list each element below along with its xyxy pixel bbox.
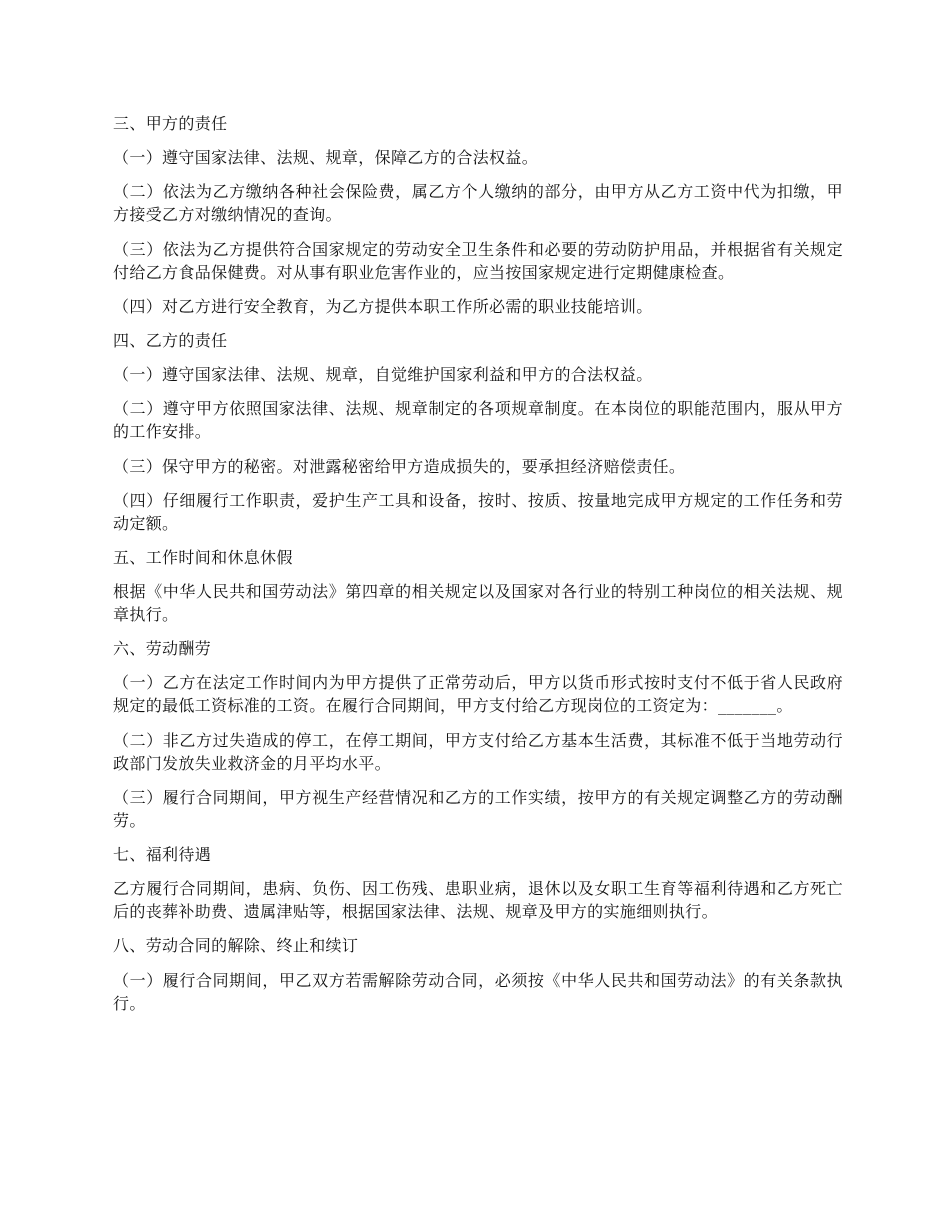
- clause-3-4: （四）对乙方进行安全教育，为乙方提供本职工作所必需的职业技能培训。: [113, 296, 653, 316]
- clause-8-1: （一）履行合同期间，甲乙双方若需解除劳动合同，必须按《中华人民共和国劳动法》的有关条款执行。: [113, 970, 843, 1013]
- clause-4-3: （三）保守甲方的秘密。对泄露秘密给甲方造成损失的，要承担经济赔偿责任。: [113, 456, 686, 476]
- clause-7-body: 乙方履行合同期间，患病、负伤、因工伤残、患职业病，退休以及女职工生育等福利待遇和乙方死亡后的丧葬补助费、遗属津贴等，根据国家法律、法规、规章及甲方的实施细则执行。: [113, 879, 843, 922]
- section-heading-6: 六、劳动酬劳: [113, 639, 212, 659]
- clause-4-2: （二）遵守甲方依照国家法律、法规、规章制定的各项规章制度。在本岗位的职能范围内，服从甲方的工作安排。: [113, 399, 843, 442]
- section-heading-7: 七、福利待遇: [113, 845, 212, 864]
- clause-3-2: （二）依法为乙方缴纳各种社会保险费，属乙方个人缴纳的部分，由甲方从乙方工资中代为扣缴，甲方接受乙方对缴纳情况的查询。: [113, 182, 843, 225]
- document-body: [113, 112, 843, 1026]
- clause-4-4: （四）仔细履行工作职责，爱护生产工具和设备，按时、按质、按量地完成甲方规定的工作任务和劳动定额。: [113, 490, 843, 533]
- section-heading-8: 八、劳动合同的解除、终止和续订: [113, 936, 359, 956]
- clause-6-3: （三）履行合同期间，甲方视生产经营情况和乙方的工作实绩，按甲方的有关规定调整乙方的劳动酬劳。: [113, 787, 843, 830]
- clause-4-1: （一）遵守国家法律、法规、规章，自觉维护国家利益和甲方的合法权益。: [113, 365, 653, 385]
- clause-3-1: （一）遵守国家法律、法规、规章，保障乙方的合法权益。: [113, 148, 539, 168]
- clause-6-1: （一）乙方在法定工作时间内为甲方提供了正常劳动后，甲方以货币形式按时支付不低于省人民政府规定的最低工资标准的工资。在履行合同期间，甲方支付给乙方现岗位的工资定为：_______。: [113, 673, 843, 716]
- section-heading-5: 五、工作时间和休息休假: [113, 547, 293, 567]
- clause-6-2: （二）非乙方过失造成的停工，在停工期间，甲方支付给乙方基本生活费，其标准不低于当地劳动行政部门发放失业救济金的月平均水平。: [113, 730, 843, 773]
- section-heading-3: 三、甲方的责任: [113, 114, 228, 133]
- section-heading-4: 四、乙方的责任: [113, 330, 228, 350]
- clause-3-3: （三）依法为乙方提供符合国家规定的劳动安全卫生条件和必要的劳动防护用品，并根据省有关规定付给乙方食品保健费。对从事有职业危害作业的，应当按国家规定进行定期健康检查。: [113, 239, 843, 282]
- clause-5-body: 根据《中华人民共和国劳动法》第四章的相关规定以及国家对各行业的特别工种岗位的相关法规、规章执行。: [113, 582, 843, 625]
